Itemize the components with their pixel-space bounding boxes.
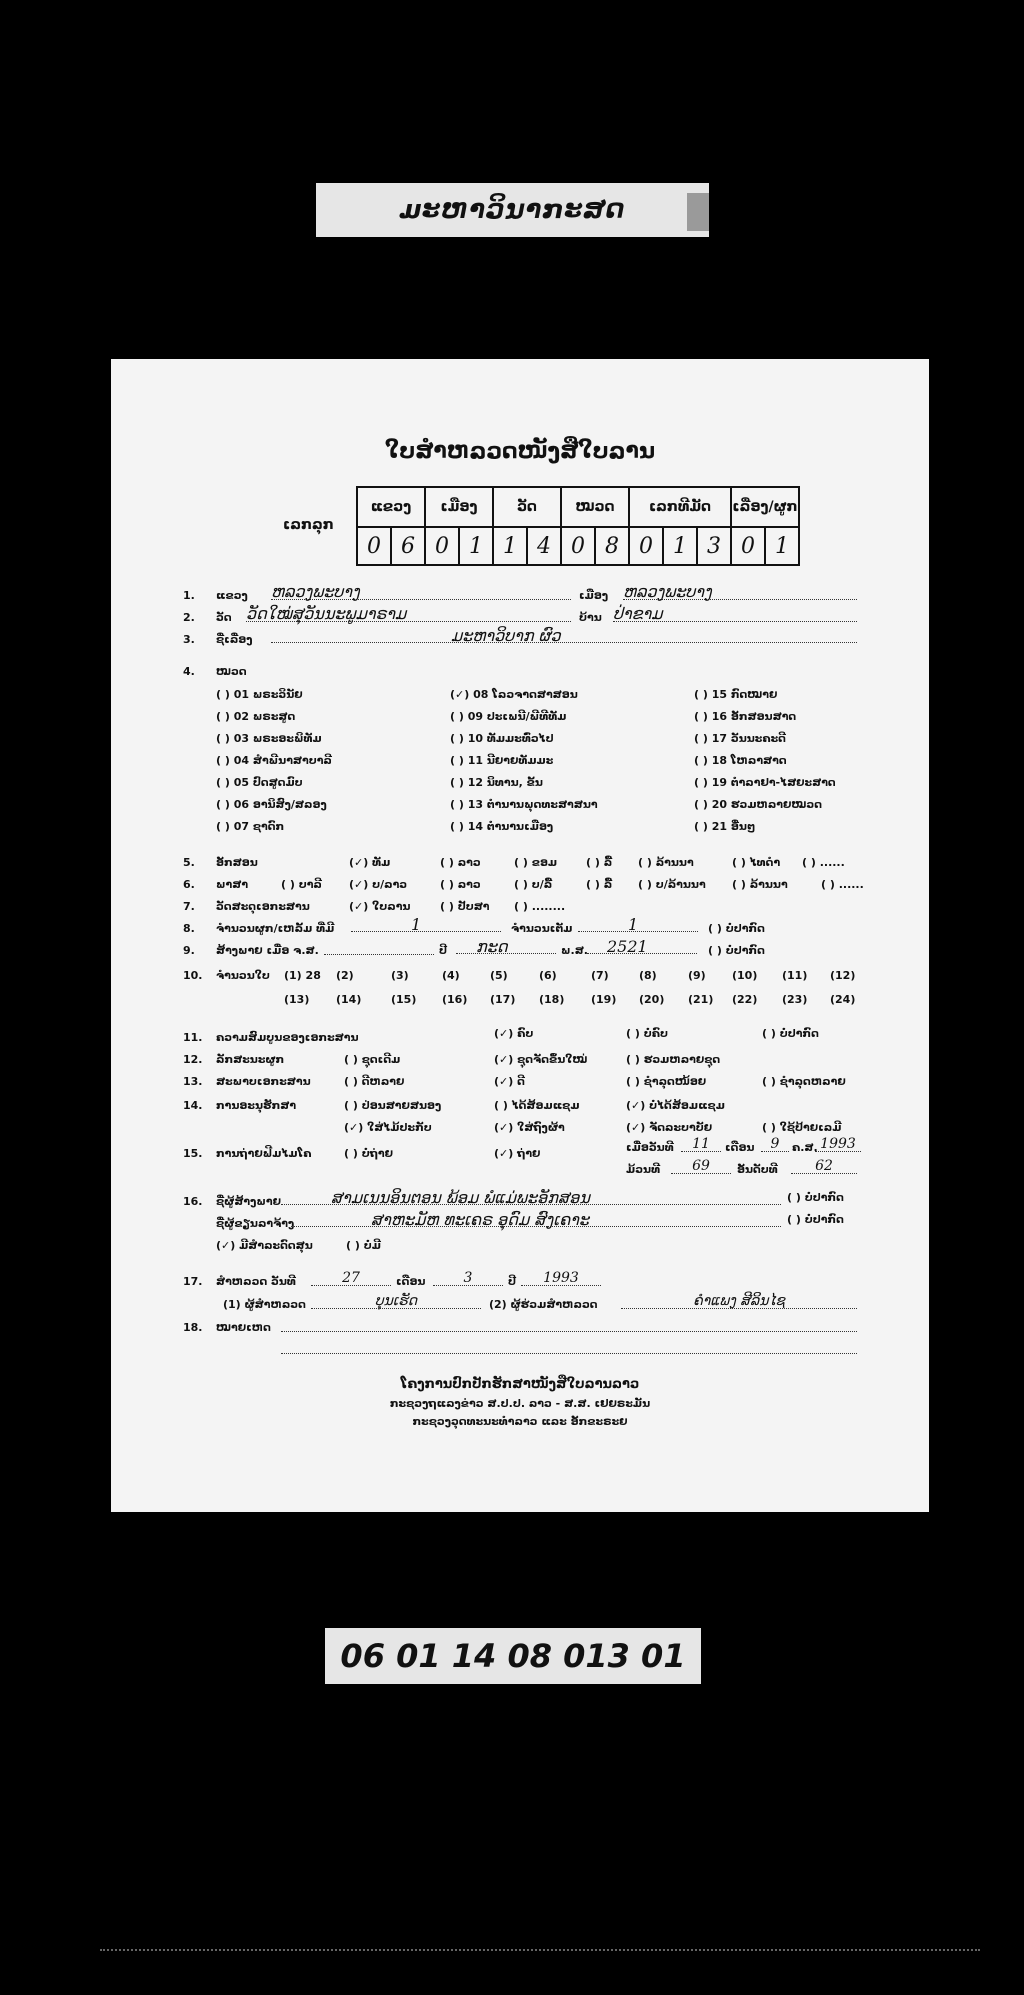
- field-num: 13.: [183, 1075, 203, 1088]
- leaves-cell: (13): [284, 993, 310, 1006]
- script-option: ( ) ລາວ: [440, 856, 481, 869]
- category-option: ( ) 02 ພຣະສູດ: [216, 710, 296, 723]
- material-option: (✓) ໃບລານ: [349, 900, 411, 913]
- condition-option: ( ) ຊຳລຸດໜ້ອຍ: [626, 1075, 707, 1088]
- donor-no-option: ( ) ບໍ່ມີ: [346, 1239, 381, 1252]
- donation-be-value: 2521: [587, 940, 697, 954]
- donor-unknown-option: ( ) ບໍ່ປາກົດ: [787, 1191, 844, 1204]
- leaves-cell: (23): [782, 993, 808, 1006]
- footer-line: ໂຄງການປົກປັກຮັກສາໜັງສືໃບລານລາວ: [400, 1377, 640, 1392]
- language-option: ( ) ບ/ລ້ານນາ: [638, 878, 706, 891]
- code-digit: 0: [357, 527, 391, 565]
- microfilm-roll-label: ມ້ວນທີ: [626, 1163, 661, 1176]
- donation-year-line: [324, 940, 434, 955]
- condition-option: ( ) ດີຫລາຍ: [344, 1075, 405, 1088]
- script-option: ( ) ລື້: [586, 856, 613, 869]
- leaves-cell: (7): [591, 969, 609, 982]
- assistant-label: (2) ຜູ້ຮ່ວມສຳຫລວດ: [489, 1298, 598, 1311]
- leaves-cell: (17): [490, 993, 516, 1006]
- category-option: ( ) 01 ພຣະວິນັຍ: [216, 688, 303, 701]
- microfilm-month-label: ເດືອນ: [725, 1141, 755, 1154]
- category-option: ( ) 16 ອັກສອນສາດ: [694, 710, 797, 723]
- field-value-province: ຫລວງພະບາງ: [271, 585, 571, 600]
- leaves-cell: (14): [336, 993, 362, 1006]
- preservation-option: (✓) ບໍ່ໄດ້ສ້ອມແຊມ: [626, 1099, 725, 1112]
- code-digit: 4: [527, 527, 561, 565]
- language-option: ( ) ລ້ານນາ: [732, 878, 788, 891]
- category-option: ( ) 04 ສຳພີນາສາບາລີ: [216, 754, 332, 767]
- completeness-option: ( ) ບໍ່ຄົບ: [626, 1027, 668, 1040]
- donation-be-label: ພ.ສ.: [561, 944, 588, 957]
- code-digit: 1: [663, 527, 697, 565]
- script-option: ( ) ໄທດຳ: [732, 856, 781, 869]
- microfilm-label: ການຖ່າຍຟີມໄມໂຄ: [216, 1147, 312, 1160]
- field-num: 4.: [183, 665, 195, 678]
- script-option: ( ) ຂອມ: [514, 856, 558, 869]
- microfilm-year-value: 1993: [815, 1137, 861, 1152]
- field-num: 17.: [183, 1275, 203, 1288]
- microfilm-month-value: 9: [761, 1137, 789, 1152]
- leaves-cell: (4): [442, 969, 460, 982]
- code-digit: 0: [425, 527, 459, 565]
- category-option: ( ) 15 ກົດໝາຍ: [694, 688, 778, 701]
- microfilm-year-label: ຄ.ສ.: [792, 1141, 818, 1154]
- material-option: ( ) ປັບສາ: [440, 900, 490, 913]
- survey-month-value: 3: [433, 1271, 503, 1286]
- script-option: ( ) ລ້ານນາ: [638, 856, 694, 869]
- field-num: 15.: [183, 1147, 203, 1160]
- script-option: (✓) ທັມ: [349, 856, 391, 869]
- scribe-value: ສາຫະມັຫ ທະເຄຣ ອຸດົມ ສົງເຄາະ: [291, 1213, 781, 1227]
- bundles-full-label: ຈຳນວນເຕັມ: [511, 922, 573, 935]
- field-num: 12.: [183, 1053, 203, 1066]
- field-num: 5.: [183, 856, 195, 869]
- microfilm-frame-label: ອັນດັບທີ: [737, 1163, 778, 1176]
- leaves-cell: (18): [539, 993, 565, 1006]
- language-option: ( ) ບາລີ: [281, 878, 322, 891]
- code-digit: 1: [765, 527, 799, 565]
- leaves-cell: (5): [490, 969, 508, 982]
- donor-colophon-option: (✓) ມີສຳລະດົດສຸນ: [216, 1239, 313, 1252]
- survey-year-label: ປີ: [508, 1275, 516, 1288]
- category-option: ( ) 12 ນິທານ, ຂັ້ນ: [450, 776, 543, 789]
- field-num: 18.: [183, 1321, 203, 1334]
- field-num: 1.: [183, 589, 195, 602]
- leaves-cell: (24): [830, 993, 856, 1006]
- code-header-province: ແຂວງ: [357, 487, 425, 527]
- code-digit: 0: [629, 527, 663, 565]
- language-option: (✓) ບ/ລາວ: [349, 878, 408, 891]
- code-header-bundle: ເລກທີມັດ: [629, 487, 731, 527]
- surveyor-value: ບຸນເຮັດ: [311, 1294, 481, 1309]
- preservation-option: ( ) ໃຊ້ປ້າຍເລມີ: [762, 1121, 842, 1134]
- field-label-district: ເມືອງ: [579, 589, 609, 602]
- field-label-title: ຊື່ເລື່ອງ: [216, 633, 253, 646]
- material-option: ( ) ........: [514, 900, 566, 913]
- scribe-label: ຊື່ຜູ້ຂຽນລາຈ້າງ: [216, 1217, 295, 1230]
- header-text: ມະຫາວິນາກະສດ: [399, 195, 626, 225]
- code-digit: 0: [561, 527, 595, 565]
- field-label-village: ບ້ານ: [579, 611, 602, 624]
- preservation-label: ການອະນຸຮັກສາ: [216, 1099, 297, 1112]
- film-edge-specks: [100, 1949, 980, 1953]
- code-header-story: ເລື່ອງ/ຜູກ: [731, 487, 799, 527]
- code-header-district: ເມືອງ: [425, 487, 493, 527]
- field-num: 7.: [183, 900, 195, 913]
- header-tab: [687, 193, 709, 231]
- preservation-option: (✓) ໃສ່ໄມ້ປະກັບ: [344, 1121, 432, 1134]
- field-value-title: ມະຫາວິບາກ ຜົວ: [271, 629, 857, 643]
- leaves-cell: (8): [639, 969, 657, 982]
- donation-year-value: ກະດ: [456, 940, 556, 954]
- field-label-temple: ວັດ: [216, 611, 232, 624]
- leaves-cell: (12): [830, 969, 856, 982]
- leaves-cell: (9): [688, 969, 706, 982]
- code-digit: 1: [459, 527, 493, 565]
- category-option: ( ) 14 ຕຳນານເມືອງ: [450, 820, 554, 833]
- language-label: ພາສາ: [216, 878, 249, 891]
- assistant-value: ຄຳແພງ ສີລິນໄຊ: [621, 1294, 857, 1309]
- code-digit: 8: [595, 527, 629, 565]
- field-num: 16.: [183, 1195, 203, 1208]
- notes-label: ໝາຍເຫດ: [216, 1321, 271, 1334]
- category-option: ( ) 11 ນີຍາຍທັມມະ: [450, 754, 554, 767]
- category-option: ( ) 13 ຕຳນານພຸດທະສາສນາ: [450, 798, 598, 811]
- script-label: ອັກສອນ: [216, 856, 258, 869]
- leaves-cell: (21): [688, 993, 714, 1006]
- binding-option: ( ) ຮວມຫລາຍຊຸດ: [626, 1053, 721, 1066]
- survey-date-label: ສຳຫລວດ ວັນທີ: [216, 1275, 296, 1288]
- microfilm-option: ( ) ບໍ່ຖ່າຍ: [344, 1147, 394, 1160]
- field-num: 14.: [183, 1099, 203, 1112]
- category-option: ( ) 17 ວັນນະຄະດີ: [694, 732, 786, 745]
- preservation-option: (✓) ໃສ່ຖົງຜ້າ: [494, 1121, 565, 1134]
- field-num: 2.: [183, 611, 195, 624]
- code-digit: 3: [697, 527, 731, 565]
- donation-unknown-option: ( ) ບໍ່ປາກົດ: [708, 944, 765, 957]
- language-option: ( ) ລາວ: [440, 878, 481, 891]
- leaves-cell: (2): [336, 969, 354, 982]
- code-header-category: ໝວດ: [561, 487, 629, 527]
- category-option: ( ) 10 ທັມມະທົ່ວໄປ: [450, 732, 554, 745]
- survey-year-value: 1993: [521, 1271, 601, 1286]
- leaves-cell: (16): [442, 993, 468, 1006]
- donation-year-label: ປີ: [439, 944, 447, 957]
- script-option: ( ) ......: [802, 856, 845, 869]
- code-digit: 1: [493, 527, 527, 565]
- condition-option: ( ) ຊຳລຸດຫລາຍ: [762, 1075, 846, 1088]
- preservation-option: ( ) ໄດ້ສ້ອມແຊມ: [494, 1099, 580, 1112]
- field-num: 10.: [183, 969, 203, 982]
- category-option: ( ) 19 ຕຳລາຢາ-ໄສຍະສາດ: [694, 776, 836, 789]
- microfilm-roll-value: 69: [671, 1159, 731, 1174]
- language-option: ( ) ບ/ລື້: [514, 878, 553, 891]
- category-label: ໝວດ: [216, 665, 247, 678]
- preservation-option: ( ) ປ່ອນສາຍສນອງ: [344, 1099, 442, 1112]
- language-option: ( ) ......: [821, 878, 864, 891]
- code-digit: 6: [391, 527, 425, 565]
- condition-option: (✓) ດີ: [494, 1075, 525, 1088]
- binding-option: (✓) ຊຸດຈັດຂຶ້ນໃໝ່: [494, 1053, 588, 1066]
- notes-line: [281, 1339, 857, 1354]
- leaves-cell: (6): [539, 969, 557, 982]
- leaves-cell: (10): [732, 969, 758, 982]
- language-option: ( ) ລື້: [586, 878, 613, 891]
- microfilm-date-label: ເມື່ອວັນທີ: [626, 1141, 674, 1154]
- binding-option: ( ) ຊຸດເດີມ: [344, 1053, 401, 1066]
- category-option: ( ) 07 ຊາດົກ: [216, 820, 285, 833]
- completeness-label: ຄວາມສົມບູນຂອງເອກະສານ: [216, 1031, 359, 1044]
- completeness-option: (✓) ຄົບ: [494, 1027, 534, 1040]
- category-option: ( ) 03 ພຣະອະພິທັມ: [216, 732, 322, 745]
- donor-label: ຊື່ຜູ້ສ້າງພາຍ: [216, 1195, 281, 1208]
- leaves-cell: (11): [782, 969, 808, 982]
- bundles-full-value: 1: [578, 918, 698, 932]
- bundles-unknown-option: ( ) ບໍ່ປາກົດ: [708, 922, 765, 935]
- material-label: ວັດສະດຸເອກະສານ: [216, 900, 310, 913]
- footer-line: ກະຊວງວຸດທະນະທຳລາວ ແລະ ອັກຂະຣະຍ: [412, 1415, 628, 1428]
- leaves-cell: (3): [391, 969, 409, 982]
- binding-label: ລັກສະນະຜູກ: [216, 1053, 285, 1066]
- field-num: 3.: [183, 633, 195, 646]
- survey-month-label: ເດືອນ: [396, 1275, 426, 1288]
- leaves-cell: (15): [391, 993, 417, 1006]
- category-option: ( ) 06 ອານິສົງ/ສລອງ: [216, 798, 327, 811]
- survey-day-value: 27: [311, 1271, 391, 1286]
- survey-form: [111, 359, 929, 1512]
- field-value-village: ປ່າຂາມ: [613, 607, 857, 622]
- field-value-district: ຫລວງພະບາງ: [623, 585, 857, 600]
- category-option: ( ) 09 ປະເພນີ/ພີທີທັມ: [450, 710, 567, 723]
- leaves-cell: (19): [591, 993, 617, 1006]
- field-value-temple: ວັດໃໝ່ສຸວັນນະພູມາຣາມ: [246, 607, 571, 622]
- microfilm-date-value: 11: [681, 1137, 721, 1152]
- category-option: ( ) 18 ໂຫລາສາດ: [694, 754, 787, 767]
- leaves-label: ຈຳນວນໃບ: [216, 969, 270, 982]
- category-option: ( ) 20 ຮວມຫລາຍໝວດ: [694, 798, 822, 811]
- field-label-province: ແຂວງ: [216, 589, 248, 602]
- donor-value: ສາມເນນອິນຕອນ ພ້ອມ ພໍແມ່ພະອັກສອນ: [281, 1191, 781, 1205]
- category-option: ( ) 21 ອື່ນໆ: [694, 820, 756, 833]
- field-num: 9.: [183, 944, 195, 957]
- leaves-cell: (22): [732, 993, 758, 1006]
- leaves-cell: (1) 28: [284, 969, 321, 982]
- bundles-label: ຈຳນວນຜູກ/ເຫລັ້ມ ທີ່ມີ: [216, 922, 335, 935]
- footer-line: ກະຊວງຖແລງຂ່າວ ສ.ປ.ປ. ລາວ - ສ.ສ. ເຢຍຣະມັນ: [389, 1397, 651, 1410]
- field-num: 6.: [183, 878, 195, 891]
- microfilm-option: (✓) ຖ່າຍ: [494, 1147, 541, 1160]
- footer-code-label: 06 01 14 08 013 01: [325, 1628, 701, 1684]
- document-header-label: [316, 183, 709, 237]
- form-title: ໃບສຳຫລວດໜັງສືໃບລານ: [384, 439, 656, 464]
- microfilm-frame-value: 62: [791, 1159, 857, 1174]
- field-num: 11.: [183, 1031, 203, 1044]
- preservation-option: (✓) ຈັດລະບາບັຍ: [626, 1121, 713, 1134]
- bundles-value: 1: [351, 918, 501, 932]
- code-label: ເລກລຸກ: [283, 517, 334, 533]
- code-table: [356, 486, 800, 566]
- condition-label: ສະພາບເອກະສານ: [216, 1075, 311, 1088]
- scribe-unknown-option: ( ) ບໍ່ປາກົດ: [787, 1213, 844, 1226]
- code-digit: 0: [731, 527, 765, 565]
- category-option: (✓) 08 ໂລວຈາດສາສອນ: [450, 688, 578, 701]
- field-num: 8.: [183, 922, 195, 935]
- category-option: ( ) 05 ປົດສູດມົບ: [216, 776, 303, 789]
- donation-label: ສ້າງພາຍ ເມື່ອ ຈ.ສ.: [216, 944, 319, 957]
- completeness-option: ( ) ບໍ່ປາກົດ: [762, 1027, 819, 1040]
- code-header-temple: ວັດ: [493, 487, 561, 527]
- leaves-cell: (20): [639, 993, 665, 1006]
- notes-line: [281, 1317, 857, 1332]
- surveyor-label: (1) ຜູ້ສຳຫລວດ: [223, 1298, 306, 1311]
